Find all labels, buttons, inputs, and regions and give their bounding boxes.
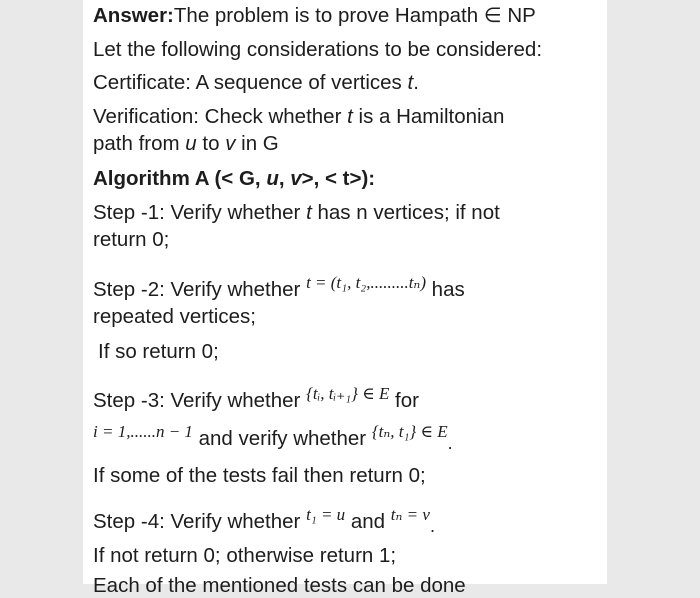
verification-v: v xyxy=(225,132,236,155)
algorithm-post: >, < t>): xyxy=(301,167,376,190)
step3-mid: and verify whether xyxy=(192,427,372,450)
step4-line-1 xyxy=(93,505,435,536)
step3-range: i = 1,......n − 1 xyxy=(93,422,193,441)
step1-var: t xyxy=(306,201,312,224)
cutoff-line xyxy=(93,574,466,597)
step3-line-3: If some of the tests fail then return 0; xyxy=(93,464,426,487)
step3-formula-1: {tᵢ, tᵢ₊₁} ∈ E xyxy=(306,384,390,403)
step4-formula-2: tₙ = v xyxy=(390,505,430,524)
step2-formula: t = (t₁, t₂,.........tₙ) xyxy=(306,273,426,292)
algorithm-pre: Algorithm A (< G, xyxy=(93,167,267,190)
verification-line-1 xyxy=(93,105,504,129)
verification-line-2 xyxy=(93,132,279,156)
answer-line xyxy=(93,4,536,28)
verification-pre: Verification: Check whether xyxy=(93,105,348,128)
step4-formula-1: t₁ = u xyxy=(306,505,346,524)
step1-pre: Step -1: Verify whether xyxy=(93,201,307,224)
step4-dot: . xyxy=(429,516,435,536)
verification-in-g: in G xyxy=(235,132,279,155)
step4-line-2: If not return 0; otherwise return 1; xyxy=(93,544,397,567)
step3-post: for xyxy=(389,389,419,412)
verification-post: is a Hamiltonian xyxy=(352,105,505,128)
step3-line-2 xyxy=(93,422,453,453)
step4-pre: Step -4: Verify whether xyxy=(93,510,307,533)
step3-formula-2: {tₙ, t₁} ∈ E xyxy=(371,422,448,441)
algorithm-sep: , xyxy=(278,167,291,190)
answer-text: The problem is to prove Hampath ∈ NP xyxy=(173,4,536,27)
certificate-label: Certificate: A sequence of vertices xyxy=(93,71,408,94)
step2-post: has xyxy=(425,278,465,301)
step3-pre: Step -3: Verify whether xyxy=(93,389,307,412)
intro-line: Let the following considerations to be considered: xyxy=(93,38,543,61)
step1-line-2: return 0; xyxy=(93,228,170,251)
step2-line-1 xyxy=(93,273,465,303)
step1-line-1 xyxy=(93,201,500,225)
algorithm-u: u xyxy=(266,167,279,190)
answer-page xyxy=(83,0,607,597)
verification-path-text: path from xyxy=(93,132,186,155)
answer-label: Answer: xyxy=(93,4,174,27)
cutoff-text: Each of the mentioned tests can be done xyxy=(93,574,466,597)
algorithm-v: v xyxy=(290,167,302,190)
certificate-end: . xyxy=(413,71,419,94)
certificate-line xyxy=(93,71,419,95)
step2-line-2: repeated vertices; xyxy=(93,305,256,328)
algorithm-heading xyxy=(93,167,375,191)
verification-to-text: to xyxy=(196,132,226,155)
step3-dot: . xyxy=(447,433,453,453)
step3-line-1 xyxy=(93,384,419,414)
step1-post: has n vertices; if not xyxy=(311,201,500,224)
step2-pre: Step -2: Verify whether xyxy=(93,278,307,301)
step4-and: and xyxy=(345,510,391,533)
verification-u: u xyxy=(185,132,197,155)
verification-var: t xyxy=(347,105,353,128)
step2-line-3: If so return 0; xyxy=(98,340,219,363)
certificate-var: t xyxy=(407,71,414,94)
